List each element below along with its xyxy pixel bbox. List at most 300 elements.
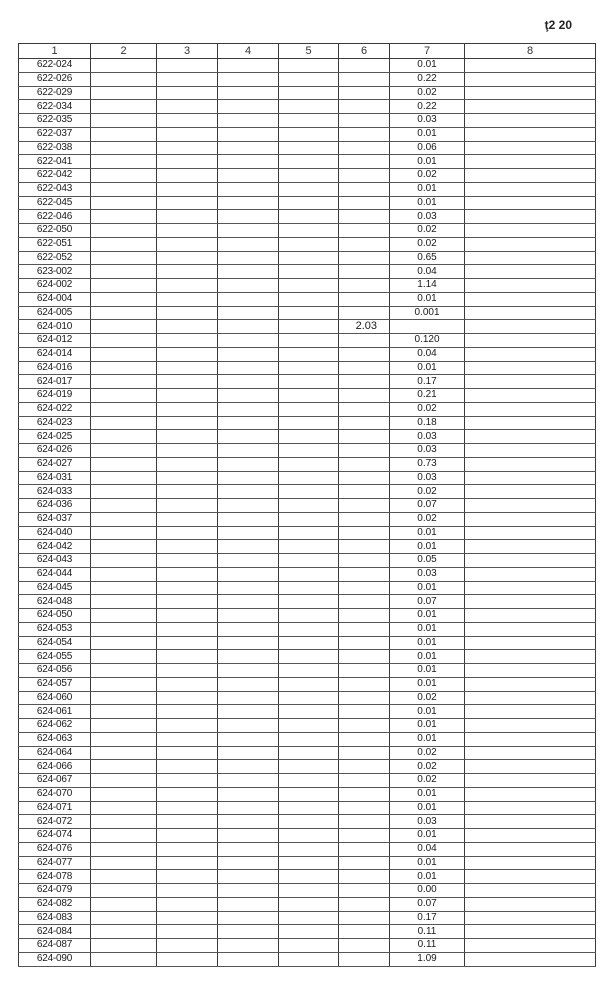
empty-cell	[91, 815, 157, 829]
empty-cell	[157, 210, 218, 224]
empty-cell	[218, 485, 279, 499]
empty-cell	[157, 512, 218, 526]
empty-cell	[157, 402, 218, 416]
empty-cell	[218, 265, 279, 279]
empty-cell	[465, 72, 596, 86]
empty-cell	[91, 265, 157, 279]
empty-cell	[279, 485, 339, 499]
empty-cell	[465, 856, 596, 870]
value-cell: 0.03	[390, 567, 465, 581]
value-cell: 0.01	[390, 636, 465, 650]
empty-cell	[157, 72, 218, 86]
empty-cell	[218, 59, 279, 73]
empty-cell	[91, 774, 157, 788]
empty-cell	[465, 622, 596, 636]
column-header-3: 3	[157, 44, 218, 59]
empty-cell	[465, 169, 596, 183]
empty-cell	[91, 622, 157, 636]
row-code-cell: 622-035	[19, 114, 91, 128]
empty-cell	[91, 251, 157, 265]
empty-cell	[91, 375, 157, 389]
empty-cell	[465, 265, 596, 279]
empty-cell	[157, 265, 218, 279]
empty-cell	[279, 595, 339, 609]
row-code-cell: 622-050	[19, 224, 91, 238]
column-6-cell	[339, 856, 390, 870]
empty-cell	[465, 292, 596, 306]
empty-cell	[218, 224, 279, 238]
value-cell: 0.01	[390, 677, 465, 691]
column-6-cell	[339, 554, 390, 568]
empty-cell	[279, 389, 339, 403]
empty-cell	[157, 457, 218, 471]
empty-cell	[465, 306, 596, 320]
row-code-cell: 624-050	[19, 609, 91, 623]
row-code-cell: 624-060	[19, 691, 91, 705]
empty-cell	[279, 884, 339, 898]
value-cell: 0.02	[390, 774, 465, 788]
empty-cell	[279, 842, 339, 856]
value-cell: 0.02	[390, 691, 465, 705]
table-row	[19, 127, 596, 141]
empty-cell	[157, 155, 218, 169]
row-code-cell: 622-041	[19, 155, 91, 169]
row-code-cell: 624-045	[19, 581, 91, 595]
table-row	[19, 952, 596, 966]
empty-cell	[157, 59, 218, 73]
empty-cell	[465, 402, 596, 416]
empty-cell	[91, 526, 157, 540]
empty-cell	[218, 182, 279, 196]
column-6-cell	[339, 334, 390, 348]
empty-cell	[465, 677, 596, 691]
empty-cell	[91, 224, 157, 238]
empty-cell	[91, 416, 157, 430]
empty-cell	[218, 127, 279, 141]
empty-cell	[218, 774, 279, 788]
column-6-cell	[339, 375, 390, 389]
empty-cell	[218, 636, 279, 650]
empty-cell	[91, 842, 157, 856]
column-6-cell	[339, 155, 390, 169]
empty-cell	[218, 801, 279, 815]
empty-cell	[218, 306, 279, 320]
empty-cell	[218, 760, 279, 774]
empty-cell	[465, 911, 596, 925]
empty-cell	[279, 636, 339, 650]
value-cell: 0.01	[390, 856, 465, 870]
empty-cell	[157, 567, 218, 581]
value-cell: 0.05	[390, 554, 465, 568]
empty-cell	[157, 636, 218, 650]
value-cell: 0.22	[390, 72, 465, 86]
row-code-cell: 624-053	[19, 622, 91, 636]
row-code-cell: 622-045	[19, 196, 91, 210]
column-6-cell	[339, 760, 390, 774]
column-6-cell	[339, 691, 390, 705]
empty-cell	[157, 829, 218, 843]
empty-cell	[157, 114, 218, 128]
empty-cell	[465, 540, 596, 554]
value-cell: 0.01	[390, 361, 465, 375]
table-row	[19, 829, 596, 843]
empty-cell	[465, 59, 596, 73]
value-cell: 0.01	[390, 664, 465, 678]
empty-cell	[91, 86, 157, 100]
empty-cell	[465, 361, 596, 375]
table-row	[19, 705, 596, 719]
value-cell: 0.01	[390, 719, 465, 733]
value-cell: 0.04	[390, 265, 465, 279]
table-row	[19, 732, 596, 746]
row-code-cell: 622-042	[19, 169, 91, 183]
column-6-cell	[339, 609, 390, 623]
empty-cell	[465, 801, 596, 815]
empty-cell	[279, 677, 339, 691]
table-row	[19, 471, 596, 485]
empty-cell	[157, 732, 218, 746]
empty-cell	[157, 939, 218, 953]
column-6-cell	[339, 196, 390, 210]
empty-cell	[279, 512, 339, 526]
table-row	[19, 650, 596, 664]
column-6-cell	[339, 911, 390, 925]
row-code-cell: 622-026	[19, 72, 91, 86]
empty-cell	[465, 581, 596, 595]
column-header-6: 6	[339, 44, 390, 59]
column-6-cell	[339, 347, 390, 361]
column-6-cell	[339, 719, 390, 733]
empty-cell	[157, 856, 218, 870]
empty-cell	[279, 457, 339, 471]
empty-cell	[218, 361, 279, 375]
table-row	[19, 334, 596, 348]
table-row	[19, 416, 596, 430]
column-header-5: 5	[279, 44, 339, 59]
row-code-cell: 624-010	[19, 320, 91, 334]
empty-cell	[279, 526, 339, 540]
row-code-cell: 624-056	[19, 664, 91, 678]
empty-cell	[465, 375, 596, 389]
empty-cell	[279, 540, 339, 554]
empty-cell	[465, 499, 596, 513]
empty-cell	[157, 677, 218, 691]
empty-cell	[91, 169, 157, 183]
empty-cell	[91, 389, 157, 403]
table-row	[19, 801, 596, 815]
empty-cell	[157, 540, 218, 554]
empty-cell	[279, 581, 339, 595]
table-row	[19, 375, 596, 389]
empty-cell	[279, 292, 339, 306]
empty-cell	[218, 457, 279, 471]
column-6-cell	[339, 100, 390, 114]
empty-cell	[279, 567, 339, 581]
row-code-cell: 624-017	[19, 375, 91, 389]
empty-cell	[91, 347, 157, 361]
table-row	[19, 677, 596, 691]
table-row	[19, 925, 596, 939]
empty-cell	[91, 361, 157, 375]
data-table	[18, 43, 596, 967]
empty-cell	[218, 320, 279, 334]
column-6-cell	[339, 292, 390, 306]
empty-cell	[157, 746, 218, 760]
table-row	[19, 306, 596, 320]
empty-cell	[465, 457, 596, 471]
empty-cell	[279, 416, 339, 430]
empty-cell	[157, 581, 218, 595]
empty-cell	[279, 72, 339, 86]
empty-cell	[218, 347, 279, 361]
empty-cell	[279, 402, 339, 416]
value-cell: 0.01	[390, 829, 465, 843]
row-code-cell: 624-066	[19, 760, 91, 774]
row-code-cell: 624-071	[19, 801, 91, 815]
value-cell: 0.11	[390, 939, 465, 953]
empty-cell	[218, 870, 279, 884]
table-row	[19, 595, 596, 609]
empty-cell	[157, 86, 218, 100]
empty-cell	[91, 787, 157, 801]
empty-cell	[91, 210, 157, 224]
empty-cell	[218, 911, 279, 925]
value-cell: 0.01	[390, 196, 465, 210]
empty-cell	[279, 86, 339, 100]
empty-cell	[465, 320, 596, 334]
empty-cell	[91, 485, 157, 499]
column-6-cell	[339, 127, 390, 141]
column-6-cell	[339, 251, 390, 265]
empty-cell	[157, 141, 218, 155]
empty-cell	[218, 471, 279, 485]
column-6-cell: 2.03	[339, 320, 390, 334]
empty-cell	[218, 499, 279, 513]
empty-cell	[157, 925, 218, 939]
table-row	[19, 114, 596, 128]
column-6-cell	[339, 815, 390, 829]
empty-cell	[91, 952, 157, 966]
table-row	[19, 347, 596, 361]
empty-cell	[465, 884, 596, 898]
empty-cell	[218, 925, 279, 939]
row-code-cell: 624-048	[19, 595, 91, 609]
row-code-cell: 624-083	[19, 911, 91, 925]
empty-cell	[157, 774, 218, 788]
empty-cell	[157, 554, 218, 568]
empty-cell	[279, 897, 339, 911]
value-cell: 0.21	[390, 389, 465, 403]
table-row	[19, 787, 596, 801]
value-cell: 0.03	[390, 471, 465, 485]
row-code-cell: 624-072	[19, 815, 91, 829]
column-6-cell	[339, 279, 390, 293]
value-cell: 0.17	[390, 375, 465, 389]
empty-cell	[91, 127, 157, 141]
row-code-cell: 622-051	[19, 237, 91, 251]
value-cell: 0.03	[390, 815, 465, 829]
row-code-cell: 624-037	[19, 512, 91, 526]
empty-cell	[279, 732, 339, 746]
table-row	[19, 457, 596, 471]
table-row	[19, 72, 596, 86]
empty-cell	[157, 182, 218, 196]
empty-cell	[91, 100, 157, 114]
column-6-cell	[339, 842, 390, 856]
empty-cell	[465, 512, 596, 526]
value-cell: 0.11	[390, 925, 465, 939]
table-row	[19, 884, 596, 898]
row-code-cell: 624-082	[19, 897, 91, 911]
empty-cell	[218, 595, 279, 609]
row-code-cell: 624-025	[19, 430, 91, 444]
empty-cell	[279, 801, 339, 815]
table-row	[19, 196, 596, 210]
empty-cell	[279, 169, 339, 183]
empty-cell	[279, 182, 339, 196]
value-cell: 1.09	[390, 952, 465, 966]
table-row	[19, 540, 596, 554]
empty-cell	[465, 416, 596, 430]
empty-cell	[218, 292, 279, 306]
table-row	[19, 622, 596, 636]
empty-cell	[279, 279, 339, 293]
empty-cell	[218, 705, 279, 719]
row-code-cell: 624-042	[19, 540, 91, 554]
empty-cell	[91, 59, 157, 73]
empty-cell	[157, 251, 218, 265]
empty-cell	[465, 705, 596, 719]
empty-cell	[157, 292, 218, 306]
value-cell: 0.00	[390, 884, 465, 898]
column-6-cell	[339, 870, 390, 884]
table-row	[19, 182, 596, 196]
table-row	[19, 581, 596, 595]
value-cell: 0.01	[390, 292, 465, 306]
empty-cell	[218, 609, 279, 623]
empty-cell	[157, 787, 218, 801]
empty-cell	[218, 141, 279, 155]
column-6-cell	[339, 884, 390, 898]
table-row	[19, 499, 596, 513]
empty-cell	[218, 196, 279, 210]
table-row	[19, 59, 596, 73]
table-row	[19, 842, 596, 856]
empty-cell	[279, 719, 339, 733]
value-cell: 0.01	[390, 705, 465, 719]
empty-cell	[91, 691, 157, 705]
table-row	[19, 870, 596, 884]
empty-cell	[465, 210, 596, 224]
page-number: ţ2 20	[544, 18, 572, 32]
empty-cell	[91, 719, 157, 733]
empty-cell	[465, 732, 596, 746]
empty-cell	[91, 540, 157, 554]
column-6-cell	[339, 224, 390, 238]
value-cell: 0.01	[390, 127, 465, 141]
value-cell: 0.001	[390, 306, 465, 320]
empty-cell	[279, 760, 339, 774]
empty-cell	[91, 925, 157, 939]
column-6-cell	[339, 939, 390, 953]
row-code-cell: 624-004	[19, 292, 91, 306]
empty-cell	[465, 100, 596, 114]
column-6-cell	[339, 237, 390, 251]
column-6-cell	[339, 664, 390, 678]
empty-cell	[218, 815, 279, 829]
empty-cell	[91, 746, 157, 760]
empty-cell	[157, 526, 218, 540]
table-row	[19, 402, 596, 416]
value-cell: 1.14	[390, 279, 465, 293]
row-code-cell: 624-067	[19, 774, 91, 788]
empty-cell	[91, 664, 157, 678]
column-6-cell	[339, 141, 390, 155]
column-6-cell	[339, 485, 390, 499]
empty-cell	[91, 939, 157, 953]
value-cell: 0.03	[390, 114, 465, 128]
empty-cell	[218, 430, 279, 444]
empty-cell	[465, 567, 596, 581]
table-row	[19, 691, 596, 705]
column-6-cell	[339, 622, 390, 636]
empty-cell	[465, 485, 596, 499]
row-code-cell: 624-031	[19, 471, 91, 485]
empty-cell	[157, 815, 218, 829]
empty-cell	[465, 842, 596, 856]
row-code-cell: 622-024	[19, 59, 91, 73]
value-cell: 0.01	[390, 622, 465, 636]
empty-cell	[157, 870, 218, 884]
empty-cell	[465, 471, 596, 485]
empty-cell	[465, 650, 596, 664]
column-6-cell	[339, 471, 390, 485]
empty-cell	[279, 870, 339, 884]
table-row	[19, 512, 596, 526]
empty-cell	[465, 897, 596, 911]
empty-cell	[279, 815, 339, 829]
empty-cell	[157, 650, 218, 664]
table-row	[19, 320, 596, 334]
value-cell: 0.02	[390, 237, 465, 251]
empty-cell	[91, 732, 157, 746]
empty-cell	[218, 237, 279, 251]
empty-cell	[218, 884, 279, 898]
empty-cell	[279, 127, 339, 141]
empty-cell	[218, 746, 279, 760]
value-cell: 0.03	[390, 430, 465, 444]
row-code-cell: 624-040	[19, 526, 91, 540]
column-6-cell	[339, 705, 390, 719]
table-row	[19, 155, 596, 169]
table-row	[19, 430, 596, 444]
table-row	[19, 389, 596, 403]
table-row	[19, 911, 596, 925]
column-6-cell	[339, 650, 390, 664]
empty-cell	[218, 334, 279, 348]
table-row	[19, 746, 596, 760]
empty-cell	[218, 664, 279, 678]
empty-cell	[279, 856, 339, 870]
empty-cell	[218, 86, 279, 100]
empty-cell	[465, 691, 596, 705]
row-code-cell: 624-026	[19, 444, 91, 458]
empty-cell	[465, 347, 596, 361]
row-code-cell: 624-019	[19, 389, 91, 403]
empty-cell	[279, 746, 339, 760]
column-6-cell	[339, 801, 390, 815]
table-row	[19, 224, 596, 238]
